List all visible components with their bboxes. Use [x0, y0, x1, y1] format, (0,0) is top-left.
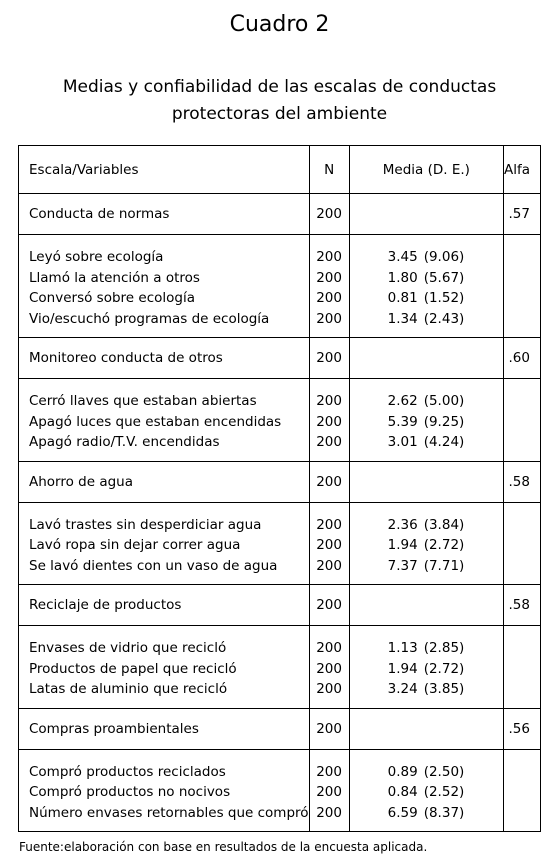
variable-media	[349, 803, 503, 832]
source-note: Fuente:elaboración con base en resultados de la encuesta aplicada.	[19, 840, 428, 854]
variable-mean: 2.62	[387, 393, 418, 410]
variable-label: Conversó sobre ecología	[19, 288, 310, 309]
variable-sd: (2.52)	[423, 784, 465, 801]
variable-sd: (7.71)	[423, 557, 465, 574]
variable-n: 200	[309, 535, 349, 556]
variable-label: Envases de vidrio que recicló	[19, 626, 310, 659]
scale-row	[19, 585, 541, 626]
scale-alfa: .58	[503, 461, 540, 502]
scale-label: Compras proambientales	[19, 708, 310, 749]
variable-media	[349, 502, 503, 535]
variable-n: 200	[309, 659, 349, 680]
variable-n: 200	[309, 379, 349, 412]
variable-mean: 0.81	[387, 290, 418, 307]
variable-n: 200	[309, 782, 349, 803]
variable-row	[19, 749, 541, 782]
table-subtitle	[0, 74, 559, 128]
variable-alfa-empty	[503, 432, 540, 461]
variable-label: Leyó sobre ecología	[19, 235, 310, 268]
variable-alfa-empty	[503, 803, 540, 832]
variable-label: Vio/escuchó programas de ecología	[19, 309, 310, 338]
variable-label: Compró productos reciclados	[19, 749, 310, 782]
scale-row	[19, 708, 541, 749]
variable-alfa-empty	[503, 535, 540, 556]
variable-media	[349, 626, 503, 659]
variable-n: 200	[309, 679, 349, 708]
variable-label: Número envases retornables que compró	[19, 803, 310, 832]
variable-label: Productos de papel que recicló	[19, 659, 310, 680]
variable-row	[19, 659, 541, 680]
variable-n: 200	[309, 309, 349, 338]
variable-n: 200	[309, 432, 349, 461]
scale-label: Monitoreo conducta de otros	[19, 338, 310, 379]
scales-table	[18, 145, 541, 832]
variable-n: 200	[309, 235, 349, 268]
variable-media	[349, 535, 503, 556]
variable-sd: (4.24)	[423, 434, 465, 451]
variable-alfa-empty	[503, 782, 540, 803]
variable-row	[19, 379, 541, 412]
variable-row	[19, 502, 541, 535]
scale-media-empty	[349, 708, 503, 749]
variable-mean: 1.13	[387, 640, 418, 657]
variable-mean: 0.84	[387, 784, 418, 801]
variable-media	[349, 659, 503, 680]
variable-label: Cerró llaves que estaban abiertas	[19, 379, 310, 412]
variable-label: Apagó luces que estaban encendidas	[19, 412, 310, 433]
scale-row	[19, 194, 541, 235]
variable-mean: 3.24	[387, 681, 418, 698]
subtitle-line-1: Medias y confiabilidad de las escalas de conductas	[62, 77, 497, 97]
variable-mean: 2.36	[387, 516, 418, 533]
variable-sd: (2.72)	[423, 537, 465, 554]
variable-sd: (3.84)	[423, 516, 465, 533]
variable-row	[19, 412, 541, 433]
variable-alfa-empty	[503, 626, 540, 659]
variable-media	[349, 235, 503, 268]
variable-label: Apagó radio/T.V. encendidas	[19, 432, 310, 461]
variable-sd: (2.43)	[423, 310, 465, 327]
variable-mean: 6.59	[387, 804, 418, 821]
variable-alfa-empty	[503, 659, 540, 680]
variable-media	[349, 556, 503, 585]
variable-row	[19, 626, 541, 659]
variable-row	[19, 288, 541, 309]
variable-label: Latas de aluminio que recicló	[19, 679, 310, 708]
variable-n: 200	[309, 288, 349, 309]
variable-media	[349, 412, 503, 433]
variable-row	[19, 679, 541, 708]
variable-sd: (2.72)	[423, 660, 465, 677]
variable-n: 200	[309, 412, 349, 433]
scale-alfa: .57	[503, 194, 540, 235]
variable-alfa-empty	[503, 288, 540, 309]
variable-label: Lavó ropa sin dejar correr agua	[19, 535, 310, 556]
table-header-row	[19, 146, 541, 194]
variable-n: 200	[309, 803, 349, 832]
variable-alfa-empty	[503, 309, 540, 338]
variable-sd: (9.06)	[423, 249, 465, 266]
variable-sd: (1.52)	[423, 290, 465, 307]
scale-n: 200	[309, 708, 349, 749]
table-title: Cuadro 2	[229, 12, 330, 37]
variable-n: 200	[309, 556, 349, 585]
header-media: Media (D. E.)	[349, 146, 503, 194]
variable-n: 200	[309, 502, 349, 535]
variable-row	[19, 556, 541, 585]
scale-label: Ahorro de agua	[19, 461, 310, 502]
variable-media	[349, 782, 503, 803]
variable-media	[349, 679, 503, 708]
variable-mean: 1.34	[387, 310, 418, 327]
variable-alfa-empty	[503, 749, 540, 782]
subtitle-line-2: protectoras del ambiente	[171, 104, 388, 124]
variable-mean: 0.89	[387, 763, 418, 780]
variable-alfa-empty	[503, 412, 540, 433]
variable-media	[349, 309, 503, 338]
scale-n: 200	[309, 194, 349, 235]
variable-label: Se lavó dientes con un vaso de agua	[19, 556, 310, 585]
variable-media	[349, 268, 503, 289]
scale-n: 200	[309, 338, 349, 379]
variable-alfa-empty	[503, 379, 540, 412]
variable-sd: (5.67)	[423, 269, 465, 286]
header-n: N	[309, 146, 349, 194]
variable-alfa-empty	[503, 235, 540, 268]
scale-media-empty	[349, 338, 503, 379]
table-body	[19, 194, 541, 832]
variable-alfa-empty	[503, 502, 540, 535]
variable-row	[19, 803, 541, 832]
variable-row	[19, 268, 541, 289]
scale-alfa: .56	[503, 708, 540, 749]
variable-alfa-empty	[503, 679, 540, 708]
variable-label: Llamó la atención a otros	[19, 268, 310, 289]
variable-media	[349, 288, 503, 309]
scale-alfa: .58	[503, 585, 540, 626]
variable-sd: (5.00)	[423, 393, 465, 410]
variable-sd: (2.50)	[423, 763, 465, 780]
variable-row	[19, 535, 541, 556]
variable-mean: 5.39	[387, 413, 418, 430]
variable-mean: 1.94	[387, 537, 418, 554]
variable-mean: 1.80	[387, 269, 418, 286]
header-alfa: Alfa	[503, 146, 540, 194]
scale-media-empty	[349, 194, 503, 235]
scale-row	[19, 338, 541, 379]
variable-mean: 3.01	[387, 434, 418, 451]
variable-sd: (2.85)	[423, 640, 465, 657]
variable-alfa-empty	[503, 268, 540, 289]
header-variable: Escala/Variables	[19, 146, 310, 194]
variable-row	[19, 782, 541, 803]
scale-n: 200	[309, 461, 349, 502]
variable-media	[349, 432, 503, 461]
scale-n: 200	[309, 585, 349, 626]
variable-media	[349, 749, 503, 782]
variable-media	[349, 379, 503, 412]
variable-row	[19, 235, 541, 268]
scale-label: Reciclaje de productos	[19, 585, 310, 626]
variable-row	[19, 309, 541, 338]
scale-media-empty	[349, 585, 503, 626]
variable-label: Lavó trastes sin desperdiciar agua	[19, 502, 310, 535]
variable-row	[19, 432, 541, 461]
variable-alfa-empty	[503, 556, 540, 585]
variable-sd: (8.37)	[423, 804, 465, 821]
variable-mean: 1.94	[387, 660, 418, 677]
scale-label: Conducta de normas	[19, 194, 310, 235]
variable-sd: (3.85)	[423, 681, 465, 698]
scale-row	[19, 461, 541, 502]
variable-sd: (9.25)	[423, 413, 465, 430]
scale-media-empty	[349, 461, 503, 502]
variable-n: 200	[309, 626, 349, 659]
variable-n: 200	[309, 268, 349, 289]
variable-label: Compró productos no nocivos	[19, 782, 310, 803]
variable-mean: 3.45	[387, 249, 418, 266]
variable-n: 200	[309, 749, 349, 782]
scale-alfa: .60	[503, 338, 540, 379]
variable-mean: 7.37	[387, 557, 418, 574]
